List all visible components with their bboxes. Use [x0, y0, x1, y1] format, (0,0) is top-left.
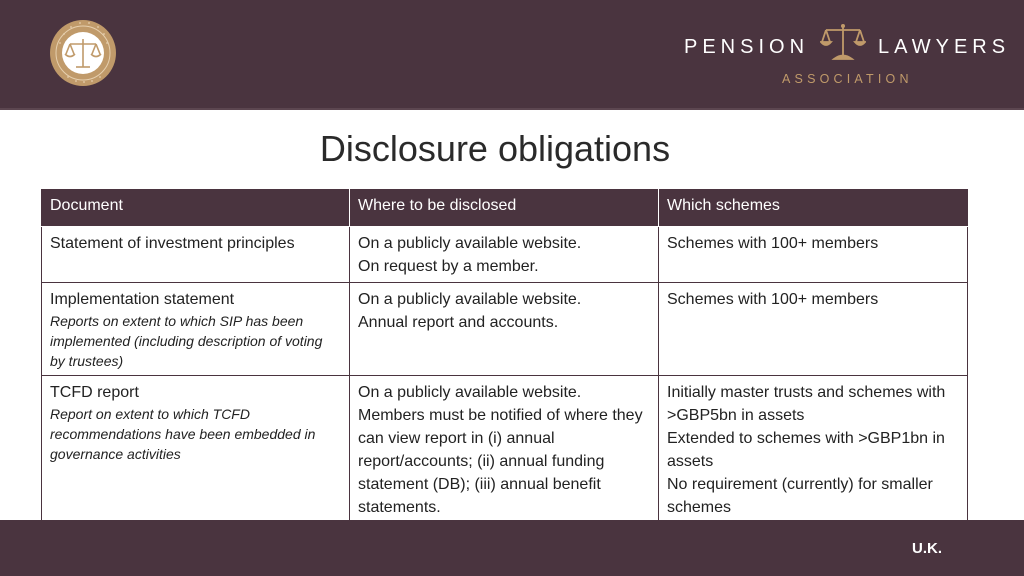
slide-title: Disclosure obligations: [319, 128, 671, 169]
brand-word-association: ASSOCIATION: [782, 72, 913, 86]
document-title: Implementation statement: [50, 291, 235, 308]
document-cell: [42, 283, 350, 376]
brand-word-lawyers: LAWYERS: [878, 36, 1011, 58]
association-seal-logo: [48, 7, 118, 93]
where-line: Members must be notified of where they can view report in (i) annual report/accounts; (ii) annual funding statement (DB); (iii) annual benefit statements.: [358, 407, 643, 516]
disclosure-table: [41, 189, 968, 524]
schemes-line: Initially master trusts and schemes with >GBP5bn in assets: [667, 384, 946, 424]
where-line: Annual report and accounts.: [358, 314, 559, 331]
schemes-cell: [659, 283, 968, 376]
jurisdiction-label: U.K.: [912, 540, 942, 557]
where-line: On a publicly available website.: [358, 235, 582, 252]
column-header-where: Where to be disclosed: [350, 190, 659, 227]
footer-bar: [0, 520, 1024, 576]
schemes-cell: [659, 227, 968, 283]
document-cell: [42, 227, 350, 283]
header-bar: [0, 0, 1024, 110]
document-detail: Reports on extent to which SIP has been implemented (including description of voting by trustees): [50, 313, 323, 369]
table-header-row: [42, 190, 968, 227]
document-cell: [42, 376, 350, 524]
document-title: Statement of investment principles: [50, 235, 295, 252]
pension-lawyers-association-logo: [684, 22, 1011, 92]
where-cell: [350, 227, 659, 283]
document-title: TCFD report: [50, 384, 139, 401]
where-line: On a publicly available website.: [358, 291, 582, 308]
column-header-document: Document: [42, 190, 350, 227]
where-line: On a publicly available website.: [358, 384, 582, 401]
schemes-line: Schemes with 100+ members: [667, 291, 879, 308]
brand-word-pension: PENSION: [684, 36, 810, 58]
column-header-schemes: Which schemes: [659, 190, 968, 227]
scales-of-justice-icon: [820, 22, 866, 62]
where-cell: [350, 376, 659, 524]
table-row: [42, 283, 968, 376]
schemes-line: Extended to schemes with >GBP1bn in assets: [667, 430, 945, 470]
schemes-line: No requirement (currently) for smaller schemes: [667, 476, 933, 516]
table-row: [42, 376, 968, 524]
table-row: [42, 227, 968, 283]
document-detail: Report on extent to which TCFD recommendations have been embedded in governance activities: [50, 406, 316, 462]
where-cell: [350, 283, 659, 376]
schemes-line: Schemes with 100+ members: [667, 235, 879, 252]
where-line: On request by a member.: [358, 258, 539, 275]
schemes-cell: [659, 376, 968, 524]
